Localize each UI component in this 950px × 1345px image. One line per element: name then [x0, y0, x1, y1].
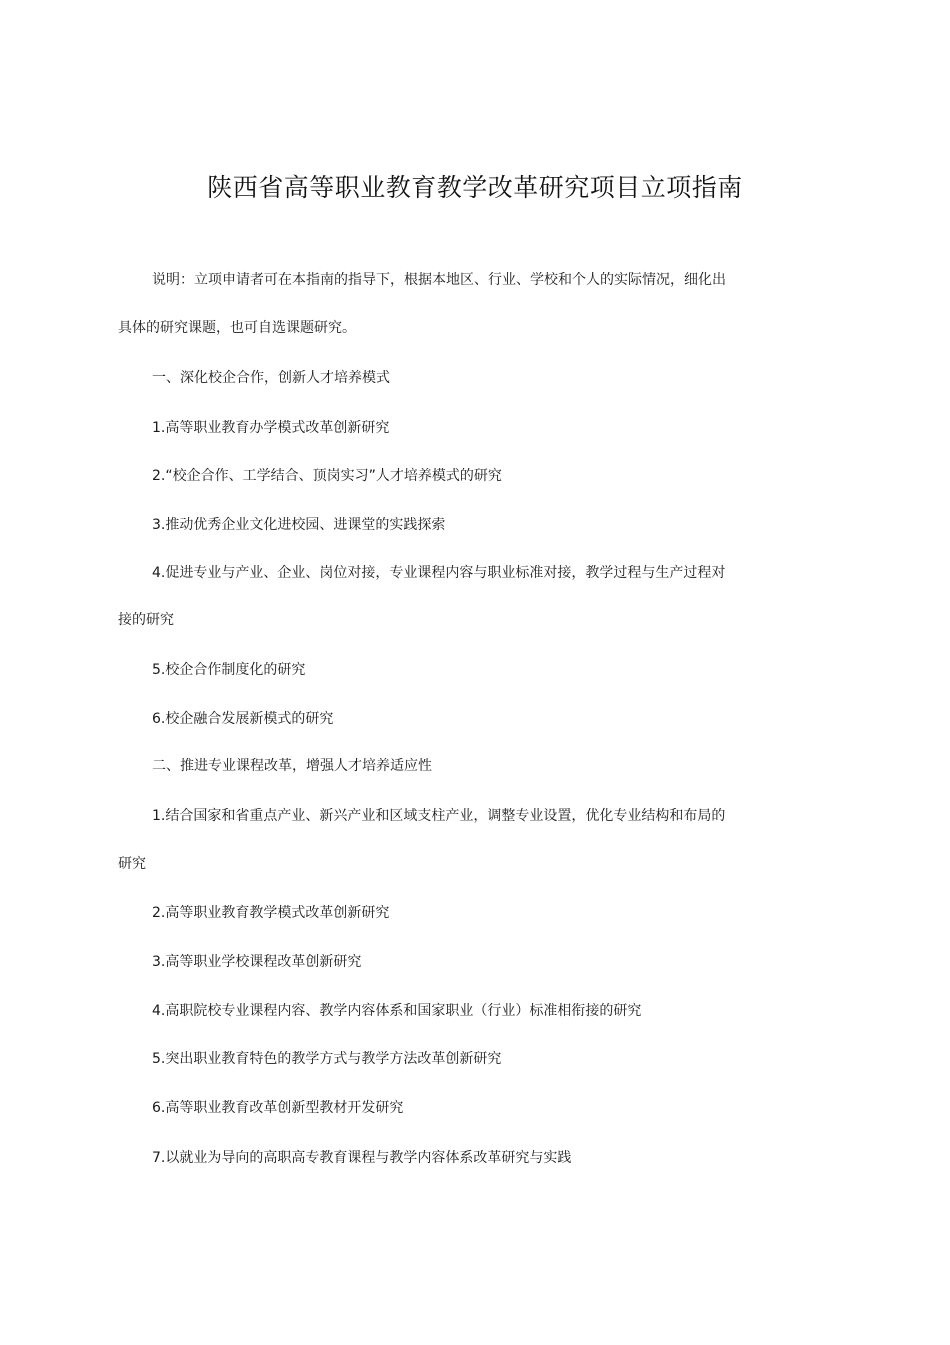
list-item: 3.推动优秀企业文化进校园、进课堂的实践探索 [152, 517, 446, 533]
document-title: 陕西省高等职业教育教学改革研究项目立项指南 [207, 173, 743, 202]
list-item: 5.突出职业教育特色的教学方式与教学方法改革创新研究 [152, 1051, 502, 1067]
list-item: 2.“校企合作、工学结合、顶岗实习”人才培养模式的研究 [152, 468, 502, 484]
list-item: 3.高等职业学校课程改革创新研究 [152, 954, 362, 970]
intro-paragraph-line-2: 具体的研究课题，也可自选课题研究。 [118, 320, 356, 336]
list-item: 7.以就业为导向的高职高专教育课程与教学内容体系改革研究与实践 [152, 1150, 572, 1166]
list-item-continuation: 研究 [118, 856, 146, 872]
list-item-continuation: 接的研究 [118, 612, 174, 628]
list-item: 6.校企融合发展新模式的研究 [152, 711, 334, 727]
list-item: 2.高等职业教育教学模式改革创新研究 [152, 905, 390, 921]
intro-paragraph-line-1: 说明：立项申请者可在本指南的指导下，根据本地区、行业、学校和个人的实际情况，细化出 [152, 272, 726, 288]
list-item: 1.高等职业教育办学模式改革创新研究 [152, 420, 390, 436]
section-heading-1: 一、深化校企合作，创新人才培养模式 [152, 370, 390, 386]
list-item: 4.高职院校专业课程内容、教学内容体系和国家职业（行业）标准相衔接的研究 [152, 1003, 642, 1019]
list-item: 4.促进专业与产业、企业、岗位对接，专业课程内容与职业标准对接，教学过程与生产过程对 [152, 565, 726, 581]
list-item: 6.高等职业教育改革创新型教材开发研究 [152, 1100, 404, 1116]
list-item: 1.结合国家和省重点产业、新兴产业和区域支柱产业，调整专业设置，优化专业结构和布局的 [152, 808, 726, 824]
section-heading-2: 二、推进专业课程改革，增强人才培养适应性 [152, 758, 432, 774]
list-item: 5.校企合作制度化的研究 [152, 662, 306, 678]
